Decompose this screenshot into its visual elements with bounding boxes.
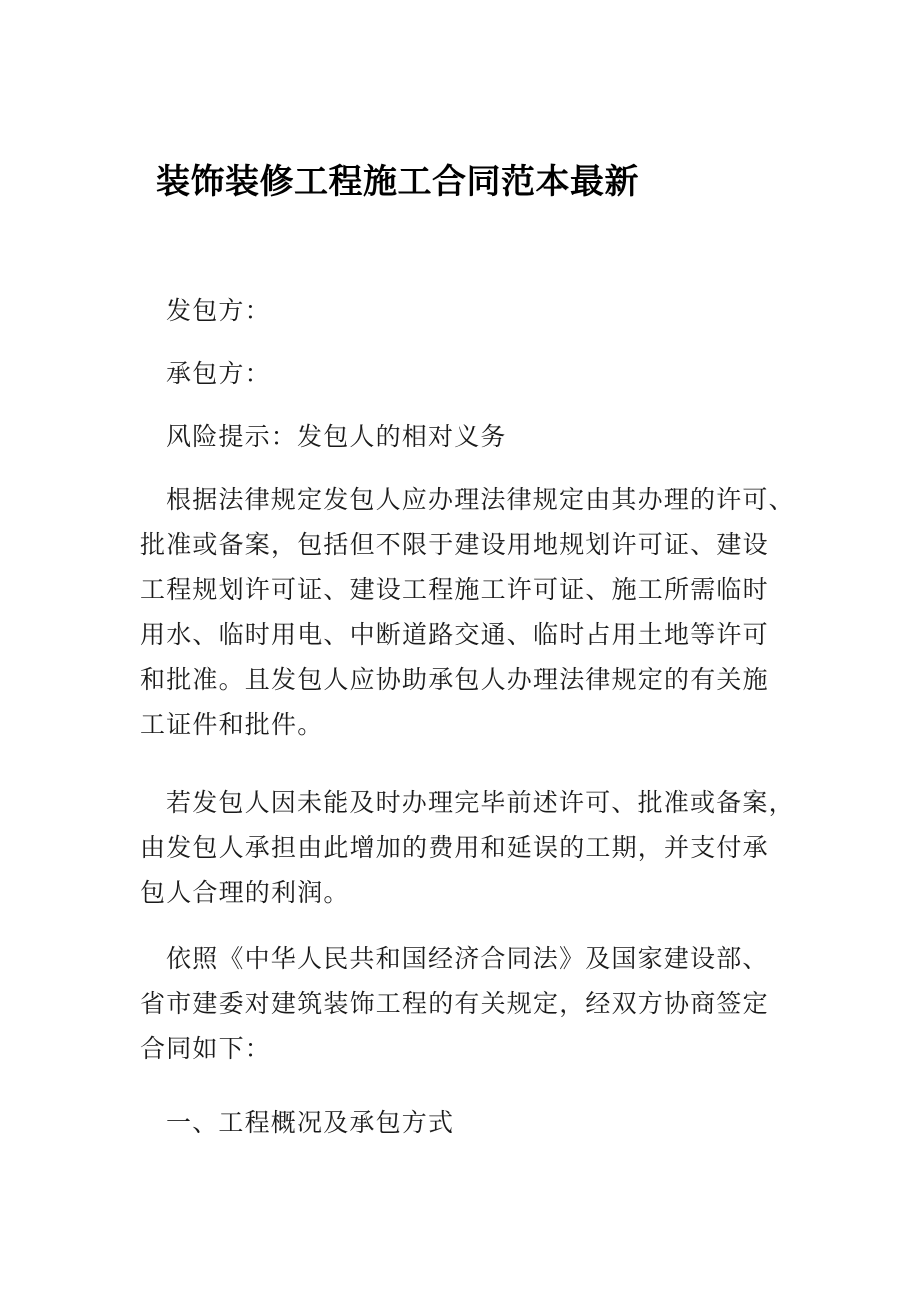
text-line: 包人合理的利润。	[140, 878, 350, 907]
paragraph-permits	[140, 477, 820, 747]
text-line: 工程规划许可证、建设工程施工许可证、施工所需临时	[140, 575, 769, 604]
text-line: 承包方：	[166, 359, 271, 388]
paragraph-liability	[140, 780, 820, 915]
text-line: 和批准。且发包人应协助承包人办理法律规定的有关施	[140, 665, 769, 694]
party-b-label	[140, 351, 820, 396]
text-line: 根据法律规定发包人应办理法律规定由其办理的许可、	[166, 485, 795, 514]
text-line: 发包方：	[166, 296, 271, 325]
document-title: 装饰装修工程施工合同范本最新	[156, 162, 639, 202]
text-line: 一、工程概况及承包方式	[166, 1108, 455, 1137]
text-line: 用水、临时用电、中断道路交通、临时占用土地等许可	[140, 620, 769, 649]
text-line: 工证件和批件。	[140, 710, 324, 739]
text-line: 由发包人承担由此增加的费用和延误的工期，并支付承	[140, 833, 769, 862]
text-line: 省市建委对建筑装饰工程的有关规定，经双方协商签定	[140, 989, 769, 1018]
text-line: 若发包人因未能及时办理完毕前述许可、批准或备案，	[166, 788, 795, 817]
section-heading-1	[140, 1100, 820, 1145]
party-a-label	[140, 288, 820, 333]
paragraph-legal-basis	[140, 936, 820, 1071]
text-line: 依照《中华人民共和国经济合同法》及国家建设部、	[166, 944, 769, 973]
risk-notice-heading	[140, 414, 820, 459]
text-line: 合同如下：	[140, 1034, 272, 1063]
text-line: 批准或备案，包括但不限于建设用地规划许可证、建设	[140, 530, 769, 559]
text-line: 风险提示：发包人的相对义务	[166, 422, 507, 451]
